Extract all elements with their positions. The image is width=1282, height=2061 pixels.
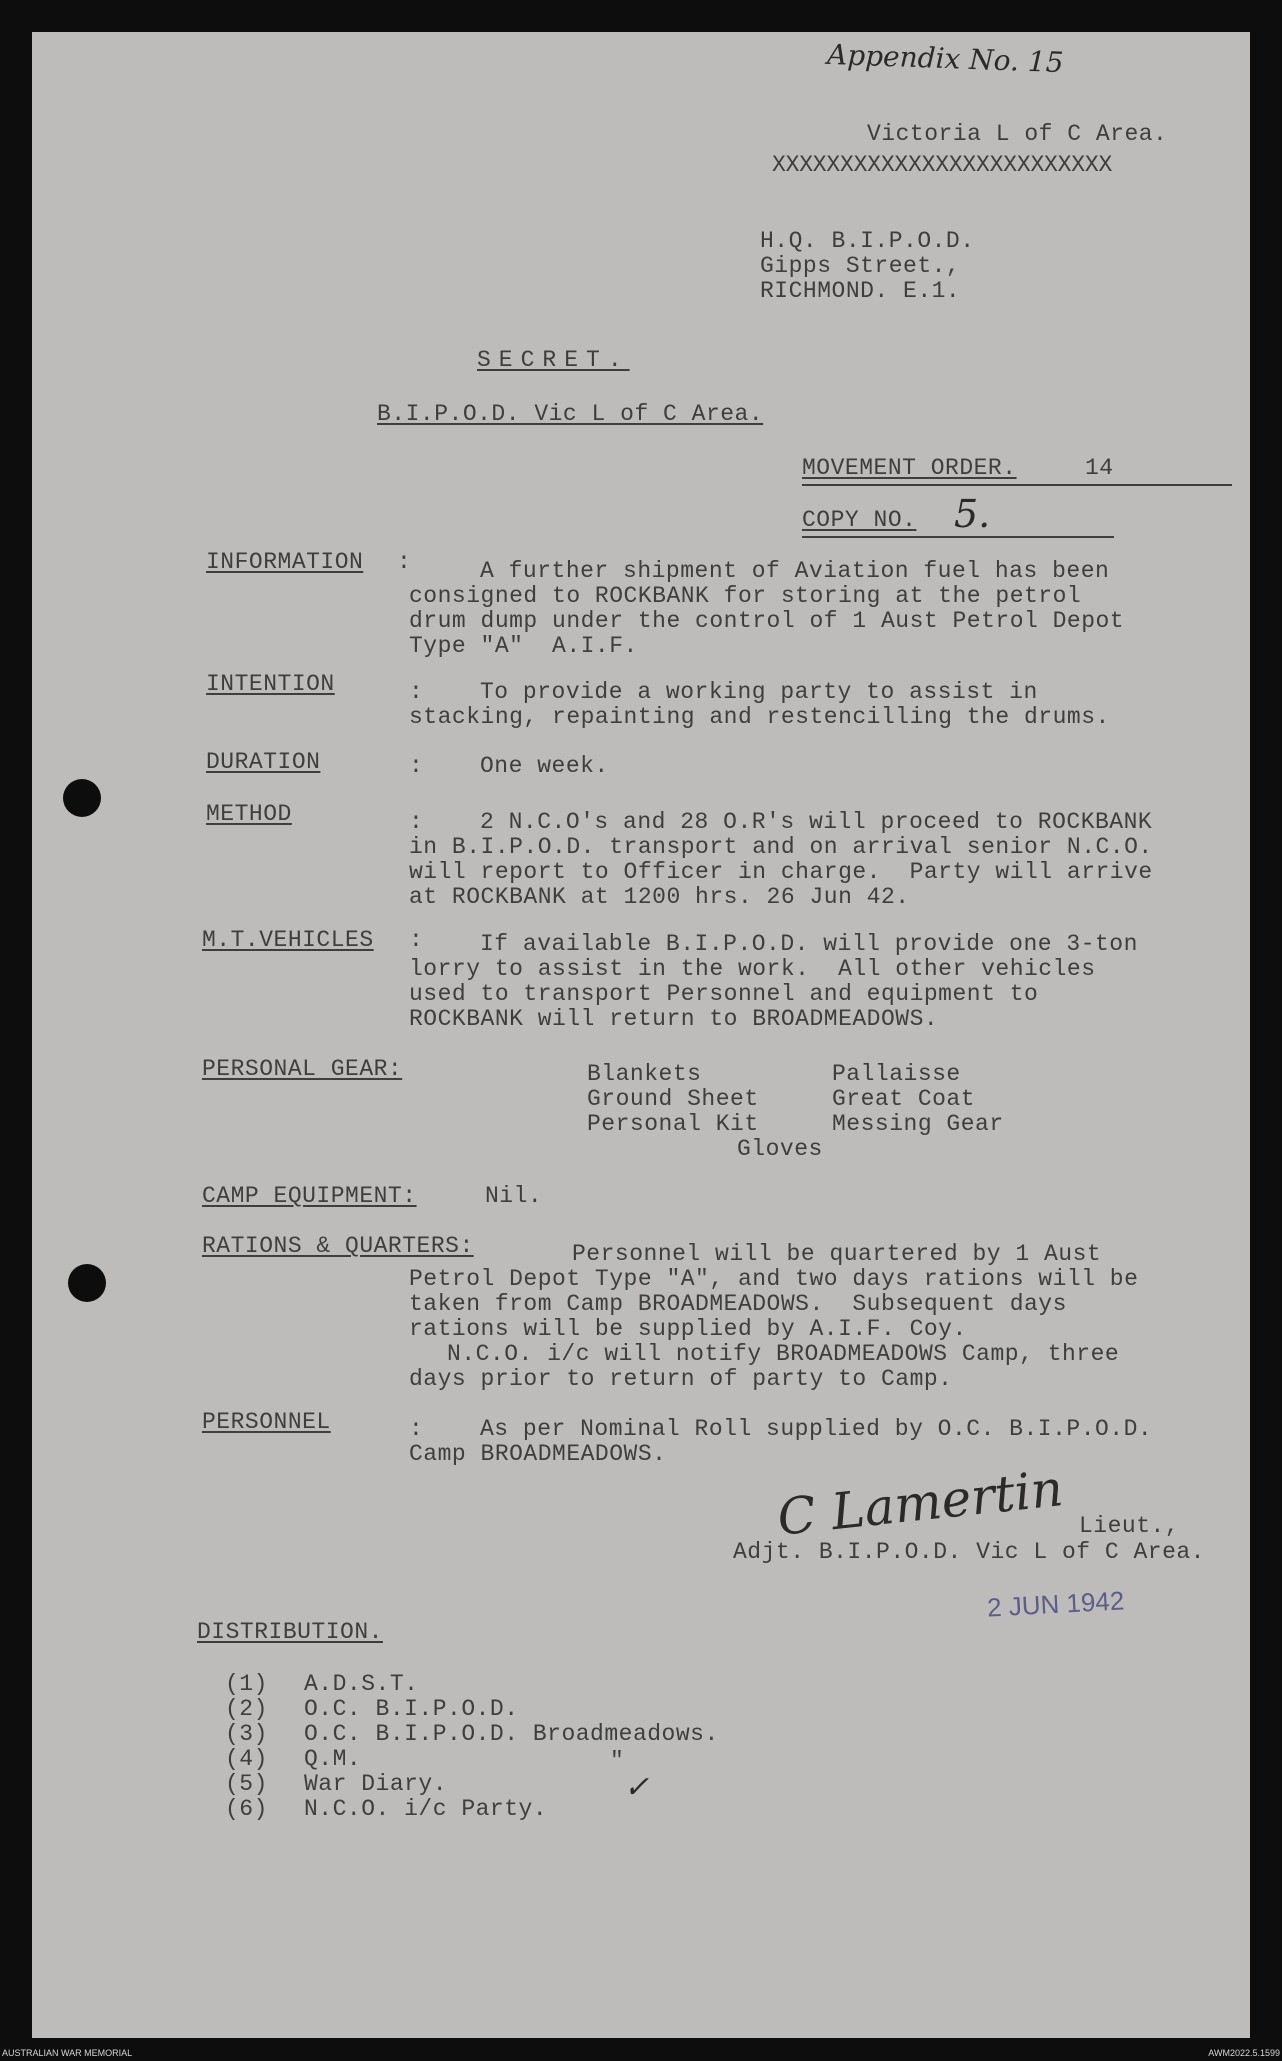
intention-line-2: stacking, repainting and restencilling the drums.: [409, 704, 1110, 730]
intention-label: INTENTION: [206, 671, 335, 697]
colon: :: [409, 679, 424, 705]
method-line-1: 2 N.C.O's and 28 O.R's will proceed to ROCKBANK: [480, 809, 1153, 835]
punch-hole-bottom: [68, 1264, 106, 1302]
information-line-2: consigned to ROCKBANK for storing at the petrol: [409, 583, 1082, 609]
distribution-item-5: War Diary.: [304, 1771, 448, 1797]
distribution-num-6: (6): [225, 1796, 268, 1822]
gear-left-1: Blankets: [587, 1061, 702, 1087]
method-line-4: at ROCKBANK at 1200 hrs. 26 Jun 42.: [409, 884, 910, 910]
area-heading: Victoria L of C Area.: [867, 121, 1168, 147]
camp-equipment-text: Nil.: [485, 1183, 543, 1209]
gear-right-2: Great Coat: [832, 1086, 976, 1112]
mt-vehicles-line-1: If available B.I.P.O.D. will provide one 3-ton: [480, 931, 1138, 957]
distribution-label: DISTRIBUTION.: [197, 1619, 383, 1645]
distribution-num-3: (3): [225, 1721, 268, 1747]
archive-credit: AUSTRALIAN WAR MEMORIAL: [2, 2048, 133, 2058]
hq-line-2: Gipps Street.,: [760, 253, 961, 279]
movement-order-rule: [802, 484, 1232, 486]
duration-text: One week.: [480, 753, 609, 779]
secret-heading: SECRET.: [477, 347, 630, 373]
distribution-item-3: O.C. B.I.P.O.D. Broadmeadows.: [304, 1721, 719, 1747]
distribution-num-4: (4): [225, 1746, 268, 1772]
document-page: [32, 32, 1250, 2038]
handwritten-appendix-number: Appendix No. 15: [826, 37, 1065, 80]
mt-vehicles-line-2: lorry to assist in the work. All other vehicles: [409, 956, 1096, 982]
intention-line-1: To provide a working party to assist in: [480, 679, 1038, 705]
movement-order-label: MOVEMENT ORDER.: [802, 455, 1017, 481]
rations-line-5: N.C.O. i/c will notify BROADMEADOWS Camp, three: [447, 1341, 1120, 1367]
rations-line-3: taken from Camp BROADMEADOWS. Subsequent days: [409, 1291, 1067, 1317]
hq-line-3: RICHMOND. E.1.: [760, 278, 961, 304]
information-line-4: Type "A" A.I.F.: [409, 633, 638, 659]
information-line-3: drum dump under the control of 1 Aust Petrol Depot: [409, 608, 1125, 634]
colon: :: [409, 809, 424, 835]
personnel-line-2: Camp BROADMEADOWS.: [409, 1441, 667, 1467]
information-label: INFORMATION: [206, 549, 364, 575]
method-line-2: in B.I.P.O.D. transport and on arrival senior N.C.O.: [409, 834, 1153, 860]
gear-left-3: Personal Kit: [587, 1111, 759, 1137]
area-strikeout: XXXXXXXXXXXXXXXXXXXXXXXXX: [772, 152, 1113, 178]
date-stamp: 2 JUN 1942: [986, 1585, 1126, 1623]
gear-right-1: Pallaisse: [832, 1061, 961, 1087]
handwritten-signature: C Lamertin: [774, 1459, 1066, 1547]
signatory-title: Adjt. B.I.P.O.D. Vic L of C Area.: [733, 1539, 1205, 1565]
copy-number: 5.: [954, 492, 991, 536]
gear-gloves: Gloves: [737, 1136, 823, 1162]
unit-heading: B.I.P.O.D. Vic L of C Area.: [377, 401, 764, 427]
camp-equipment-label: CAMP EQUIPMENT:: [202, 1183, 417, 1209]
tick-mark: ✓: [624, 1770, 650, 1805]
copy-no-rule: [802, 536, 1114, 538]
duration-label: DURATION: [206, 749, 321, 775]
rations-line-6: days prior to return of party to Camp.: [409, 1366, 953, 1392]
method-label: METHOD: [206, 801, 292, 827]
method-line-3: will report to Officer in charge. Party will arrive: [409, 859, 1153, 885]
punch-hole-top: [63, 779, 101, 817]
rations-line-2: Petrol Depot Type "A", and two days rations will be: [409, 1266, 1139, 1292]
mt-vehicles-line-3: used to transport Personnel and equipment to: [409, 981, 1039, 1007]
mt-vehicles-line-4: ROCKBANK will return to BROADMEADOWS.: [409, 1006, 939, 1032]
personnel-line-1: As per Nominal Roll supplied by O.C. B.I.P.O.D.: [480, 1416, 1153, 1442]
distribution-num-5: (5): [225, 1771, 268, 1797]
distribution-item-6: N.C.O. i/c Party.: [304, 1796, 548, 1822]
distribution-item-1: A.D.S.T.: [304, 1671, 419, 1697]
movement-order-number: 14: [1085, 455, 1114, 481]
colon: :: [409, 753, 424, 779]
ditto-mark: ": [610, 1748, 625, 1774]
mt-vehicles-label: M.T.VEHICLES: [202, 927, 374, 953]
copy-no-label: COPY NO.: [802, 507, 917, 533]
hq-line-1: H.Q. B.I.P.O.D.: [760, 228, 975, 254]
archive-reference: AWM2022.5.1599: [1208, 2048, 1280, 2058]
distribution-item-2: O.C. B.I.P.O.D.: [304, 1696, 519, 1722]
colon: :: [397, 549, 412, 575]
distribution-num-1: (1): [225, 1671, 268, 1697]
rations-line-4: rations will be supplied by A.I.F. Coy.: [409, 1316, 967, 1342]
information-line-1: A further shipment of Aviation fuel has been: [480, 558, 1110, 584]
distribution-num-2: (2): [225, 1696, 268, 1722]
gear-left-2: Ground Sheet: [587, 1086, 759, 1112]
rations-quarters-label: RATIONS & QUARTERS:: [202, 1233, 474, 1259]
personal-gear-label: PERSONAL GEAR:: [202, 1056, 403, 1082]
gear-right-3: Messing Gear: [832, 1111, 1004, 1137]
personnel-label: PERSONNEL: [202, 1409, 331, 1435]
rations-line-1: Personnel will be quartered by 1 Aust: [572, 1241, 1102, 1267]
colon: :: [409, 927, 424, 953]
distribution-item-4: Q.M.: [304, 1746, 362, 1772]
colon: :: [409, 1416, 424, 1442]
signatory-rank: Lieut.,: [1079, 1513, 1180, 1539]
